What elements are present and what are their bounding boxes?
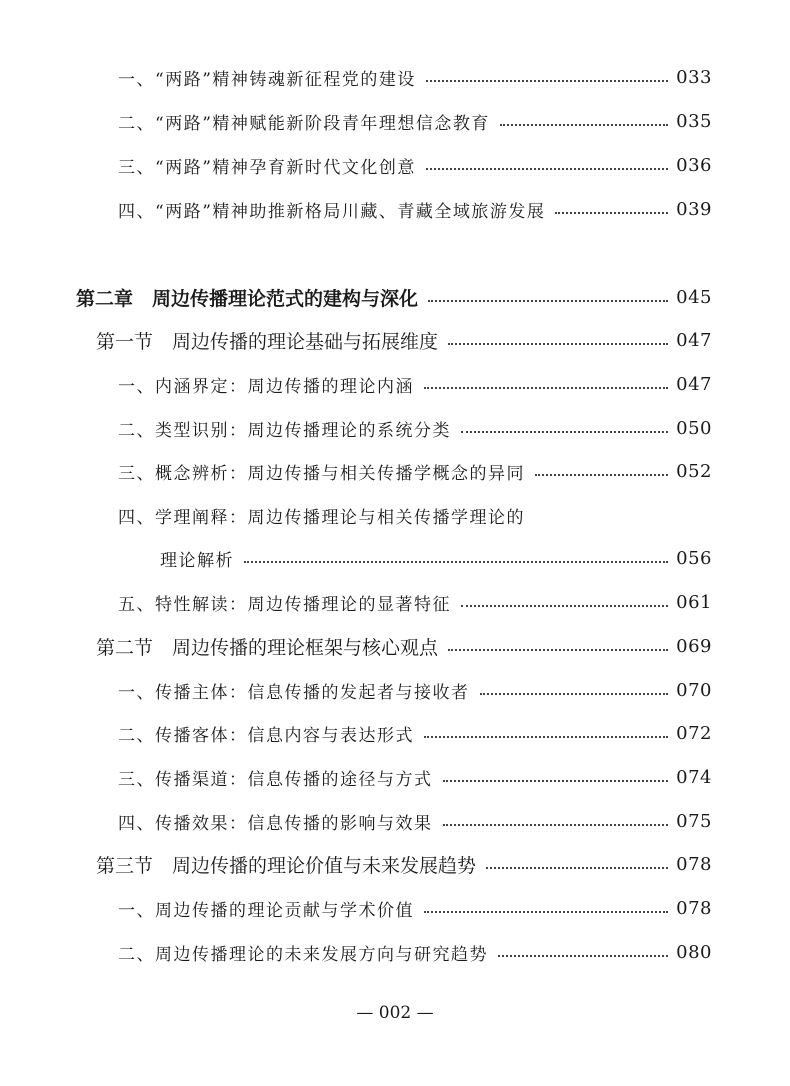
toc-entry-title: 五、特性解读：周边传播理论的显著特征 xyxy=(118,594,451,615)
toc-entry xyxy=(118,456,712,486)
toc-section xyxy=(96,631,712,661)
dot-leader xyxy=(448,649,668,651)
toc-entry-continued xyxy=(160,543,712,573)
toc-section xyxy=(96,849,712,879)
toc-entry-page: 052 xyxy=(676,460,712,482)
toc-entry-page: 072 xyxy=(676,722,712,744)
toc-entry-page: 050 xyxy=(676,417,712,439)
toc-entry-title: 一、内涵界定：周边传播的理论内涵 xyxy=(118,376,414,397)
toc-entry xyxy=(118,413,712,443)
toc-entry xyxy=(118,893,712,923)
dot-leader xyxy=(448,343,668,345)
toc-entry xyxy=(118,937,712,967)
toc-entry-title: 理论解析 xyxy=(160,550,234,571)
toc-entry xyxy=(118,194,712,224)
page-number-footer: — 002 — xyxy=(356,1003,434,1023)
toc-section xyxy=(96,325,712,355)
toc-section-title: 第二节 周边传播的理论框架与核心观点 xyxy=(96,636,439,659)
dot-leader xyxy=(498,955,668,957)
toc-entry-title: 三、传播渠道：信息传播的途径与方式 xyxy=(118,769,433,790)
toc-entry-title: 二、周边传播理论的未来发展方向与研究趋势 xyxy=(118,944,488,965)
toc-entry-title: 三、“两路”精神孕育新时代文化创意 xyxy=(118,157,416,178)
toc-entry-title: 二、传播客体：信息内容与表达形式 xyxy=(118,725,414,746)
dot-leader xyxy=(443,780,669,782)
toc-entry xyxy=(118,369,712,399)
dot-leader xyxy=(428,300,668,302)
dot-leader xyxy=(244,561,668,563)
toc-entry xyxy=(118,718,712,748)
toc-entry xyxy=(118,675,712,705)
dot-leader xyxy=(535,474,668,476)
toc-entry xyxy=(118,806,712,836)
toc-entry-title: 一、传播主体：信息传播的发起者与接收者 xyxy=(118,682,470,703)
toc-entry xyxy=(118,106,712,136)
dot-leader xyxy=(500,124,668,126)
toc-entry-line1 xyxy=(118,500,525,530)
toc-entry-page: 056 xyxy=(676,547,712,569)
toc-entry-page: 047 xyxy=(676,373,712,395)
toc-entry-page: 069 xyxy=(676,635,712,657)
toc-entry-title: 一、周边传播的理论贡献与学术价值 xyxy=(118,900,414,921)
toc-entry-title: 四、“两路”精神助推新格局川藏、青藏全域旅游发展 xyxy=(118,201,546,222)
toc-chapter-title: 第二章 周边传播理论范式的建构与深化 xyxy=(76,287,419,310)
toc-entry-title: 一、“两路”精神铸魂新征程党的建设 xyxy=(118,69,416,90)
dot-leader xyxy=(424,911,668,913)
toc-entry-title: 四、传播效果：信息传播的影响与效果 xyxy=(118,813,433,834)
toc-entry-page: 078 xyxy=(676,853,712,875)
toc-entry-page: 074 xyxy=(676,766,712,788)
toc-entry-title: 二、“两路”精神赋能新阶段青年理想信念教育 xyxy=(118,113,490,134)
toc-entry-title: 三、概念辨析：周边传播与相关传播学概念的异同 xyxy=(118,463,525,484)
toc-entry xyxy=(118,150,712,180)
dot-leader xyxy=(426,168,668,170)
toc-entry-title: 四、学理阐释：周边传播理论与相关传播学理论的 xyxy=(118,507,525,528)
toc-entry-page: 080 xyxy=(676,941,712,963)
toc-entry xyxy=(118,762,712,792)
toc-entry-page: 078 xyxy=(676,897,712,919)
dot-leader xyxy=(443,824,669,826)
dot-leader xyxy=(555,212,668,214)
dot-leader xyxy=(486,867,668,869)
toc-chapter xyxy=(76,282,712,312)
toc-entry-page: 047 xyxy=(676,329,712,351)
dot-leader xyxy=(461,605,668,607)
toc-entry-page: 061 xyxy=(676,591,712,613)
toc-entry xyxy=(118,587,712,617)
dot-leader xyxy=(424,387,668,389)
toc-section-title: 第一节 周边传播的理论基础与拓展维度 xyxy=(96,330,439,353)
toc-entry-title: 二、类型识别：周边传播理论的系统分类 xyxy=(118,420,451,441)
toc-entry-page: 035 xyxy=(676,110,712,132)
dot-leader xyxy=(424,736,668,738)
toc-entry xyxy=(118,62,712,92)
toc-entry-page: 045 xyxy=(676,286,712,308)
toc-entry-page: 075 xyxy=(676,810,712,832)
toc-entry-page: 036 xyxy=(676,154,712,176)
dot-leader xyxy=(461,431,668,433)
toc-entry-page: 070 xyxy=(676,679,712,701)
toc-entry-page: 033 xyxy=(676,66,712,88)
toc-section-title: 第三节 周边传播的理论价值与未来发展趋势 xyxy=(96,854,477,877)
dot-leader xyxy=(426,80,668,82)
dot-leader xyxy=(480,693,669,695)
toc-entry-page: 039 xyxy=(676,198,712,220)
